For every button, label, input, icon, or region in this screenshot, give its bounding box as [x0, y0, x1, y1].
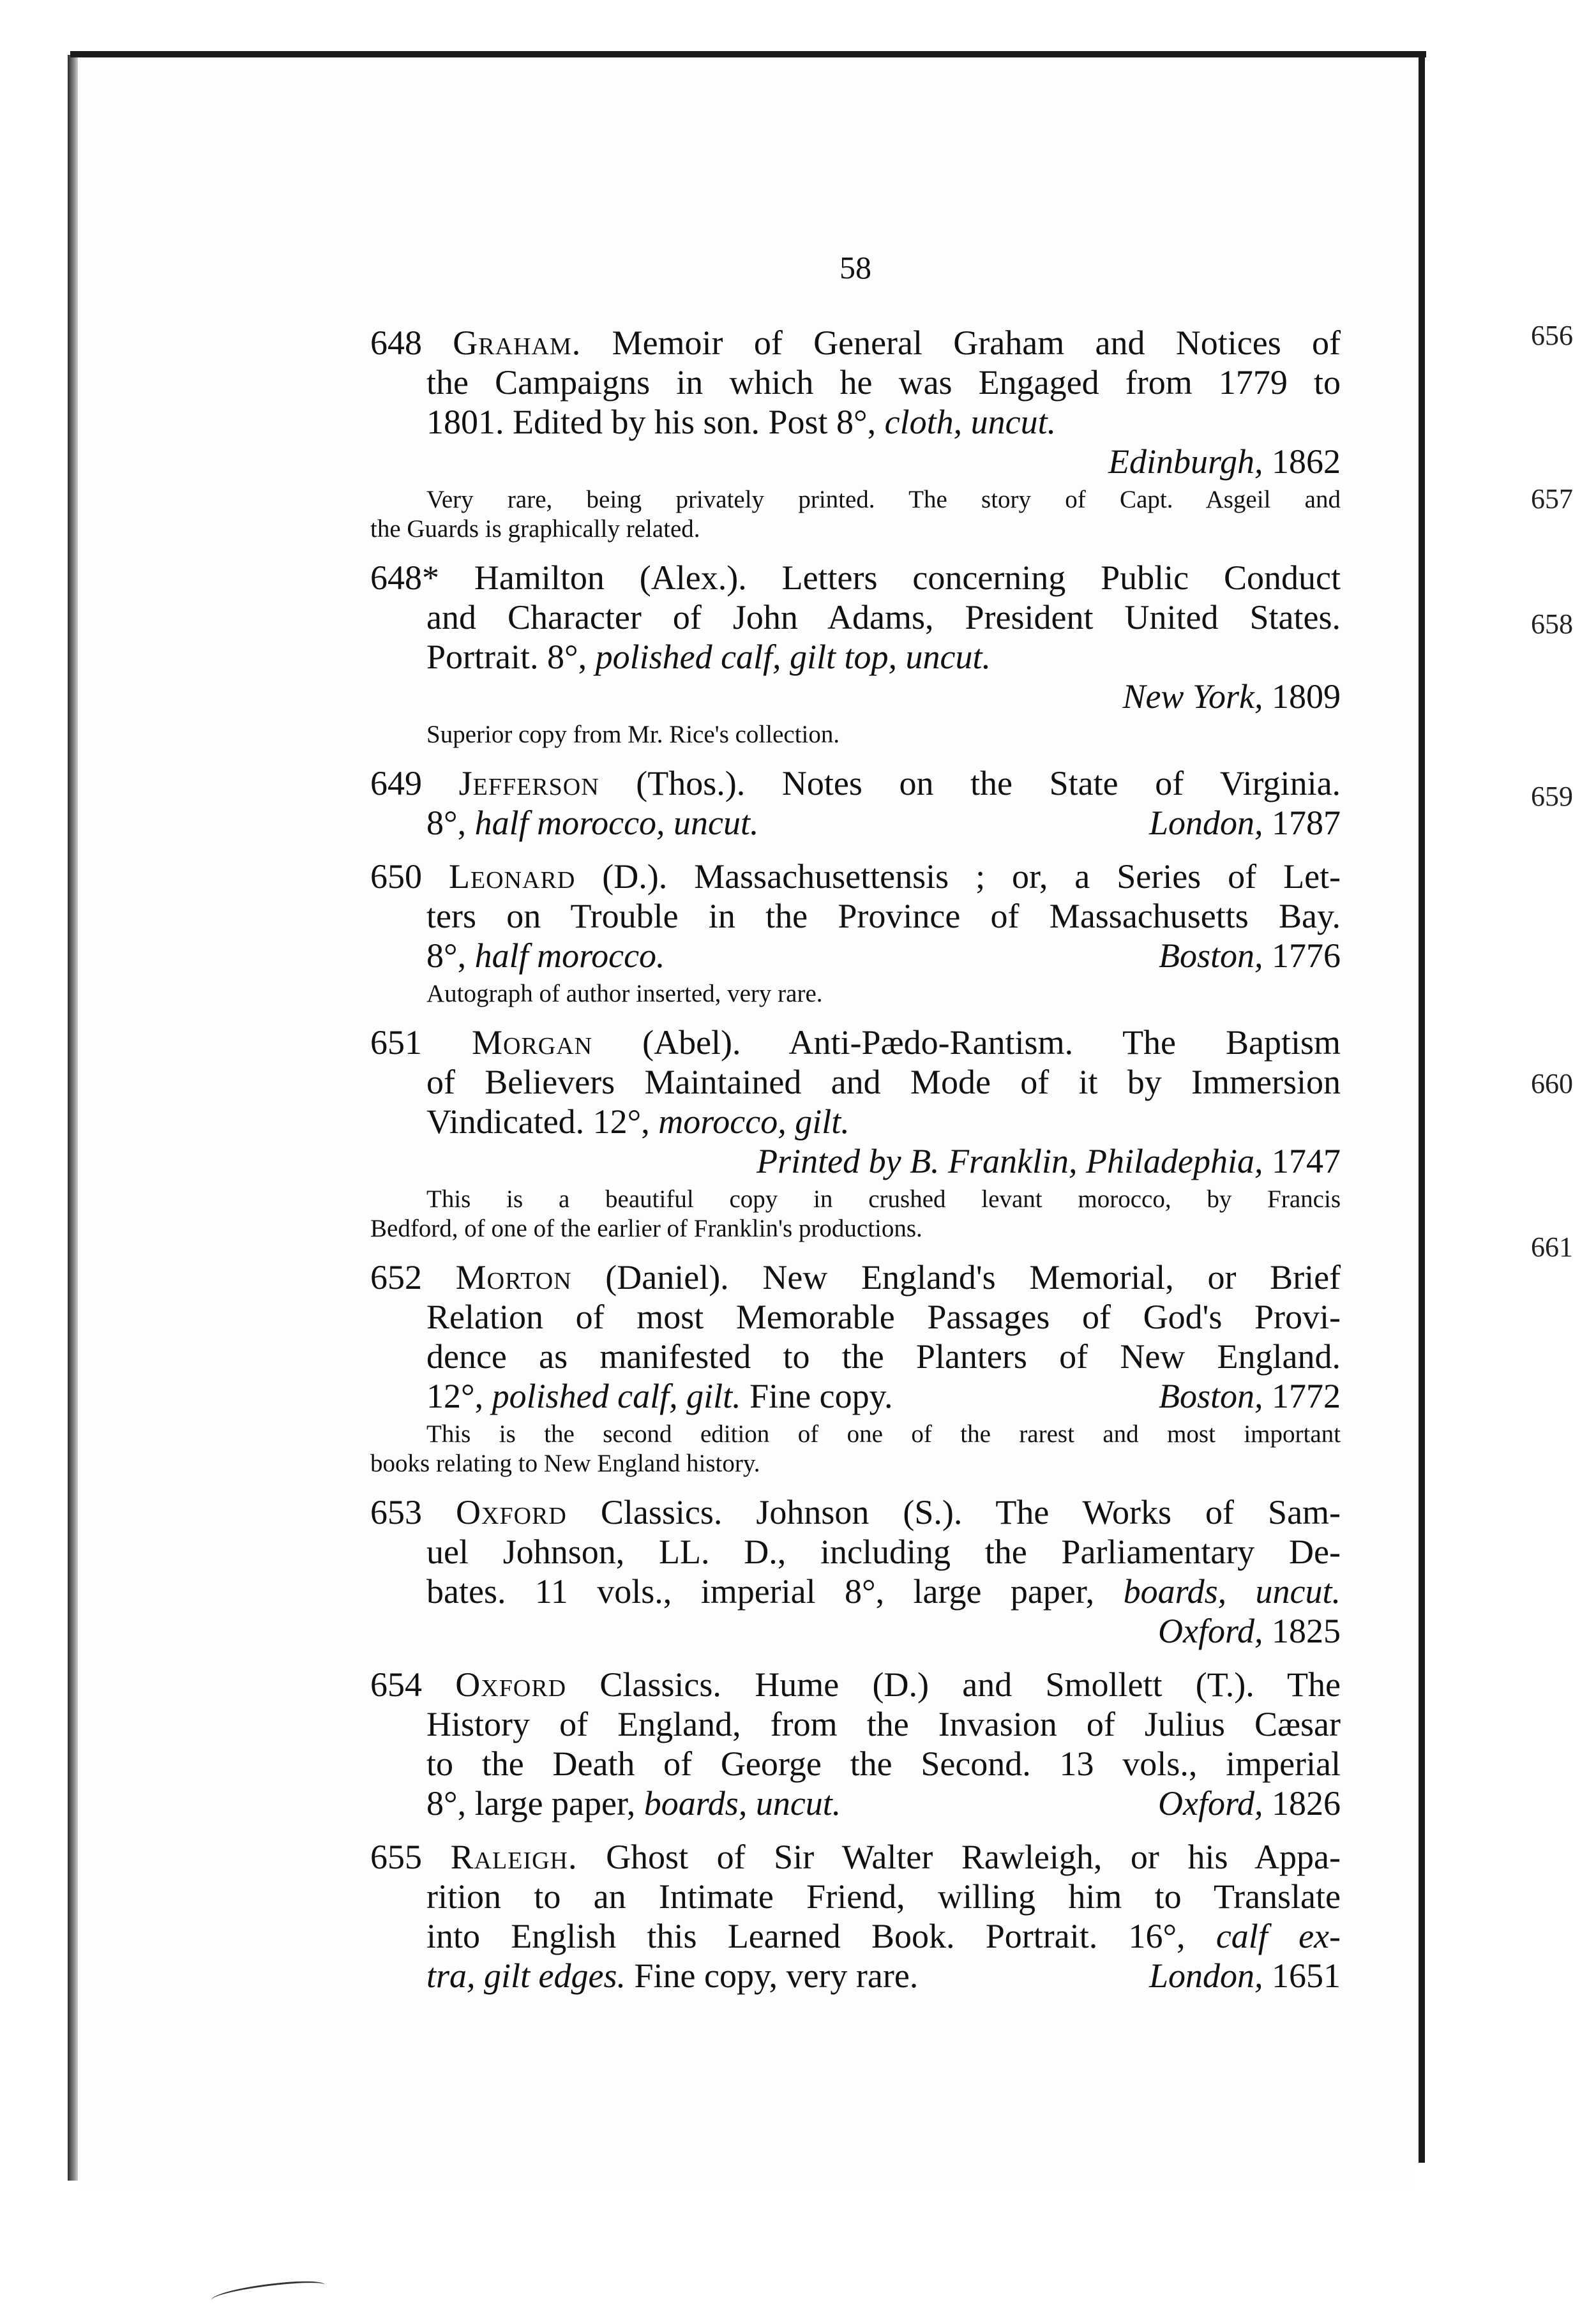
entry-line [370, 1023, 1341, 1062]
entry-binding: polished calf, gilt top, uncut. [595, 638, 991, 676]
entry-author: Jefferson [458, 764, 599, 802]
catalog-entry [370, 763, 1341, 843]
note-line: This is the second edition of one of the rarest and most important [426, 1420, 1341, 1448]
entry-text: Ghost of Sir Walter Rawleigh, or his Appa- [606, 1838, 1341, 1876]
entry-binding: tra, gilt edges. [426, 1957, 626, 1995]
note-line: This is a beautiful copy in crushed levant morocco, by Francis [426, 1185, 1341, 1213]
entry-line: to the Death of George the Second. 13 vols., imperial [426, 1745, 1341, 1783]
adjacent-entry-number: 660 [1531, 1068, 1573, 1099]
entry-line: ters on Trouble in the Province of Massachusetts Bay. [426, 897, 1341, 935]
entry-line: rition to an Intimate Friend, willing him to Translate [426, 1877, 1341, 1916]
entry-imprint [370, 1611, 1341, 1651]
entry-text: 1801. Edited by his son. Post 8°, [426, 403, 877, 441]
entry-condition: Fine copy, very rare. [634, 1957, 919, 1995]
entry-author: Graham. [453, 324, 582, 362]
entry-text: Letters concerning Public Conduct [781, 559, 1341, 597]
page-content [370, 249, 1341, 2010]
entry-number: 655 [370, 1838, 422, 1876]
entry-number: 654 [370, 1665, 422, 1704]
entry-text: Portrait. 8°, [426, 638, 587, 676]
entry-note [370, 485, 1341, 544]
entry-line [370, 1258, 1341, 1297]
entry-line [370, 1376, 1341, 1416]
entry-imprint [370, 1141, 1341, 1181]
entry-author: Oxford [455, 1665, 567, 1704]
catalog-entry [370, 323, 1341, 544]
entry-note [370, 1185, 1341, 1244]
entry-series: Classics. [600, 1493, 723, 1531]
entry-place: London, [1148, 804, 1263, 842]
entry-line [370, 558, 1341, 597]
catalog-entry [370, 1665, 1341, 1823]
entry-imprint [370, 442, 1341, 481]
entry-text: Anti-Pædo-Rantism. The Baptism [788, 1023, 1341, 1062]
entry-author: Hamilton (Alex.). [474, 559, 747, 597]
entry-binding: boards, uncut. [644, 1784, 841, 1822]
entry-line: of Believers Maintained and Mode of it by Immersion [426, 1063, 1341, 1101]
entry-number: 653 [370, 1493, 422, 1531]
entry-year: 1747 [1272, 1142, 1341, 1180]
entry-author: Raleigh. [450, 1838, 578, 1876]
entry-line [370, 1916, 1341, 1956]
entry-note [370, 720, 1341, 749]
entry-binding: boards, uncut. [1123, 1572, 1341, 1611]
entry-line: dence as manifested to the Planters of New England. [426, 1337, 1341, 1376]
entry-text: 8°, large paper, [426, 1784, 636, 1822]
entry-author-initials: (Daniel). [605, 1258, 729, 1296]
entry-binding: half morocco, uncut. [474, 804, 759, 842]
entry-binding: morocco, gilt. [658, 1102, 850, 1141]
adjacent-page [1426, 56, 1596, 2188]
scan-binding-margin [0, 0, 72, 2307]
entry-text: Johnson (S.). The Works of Sam- [756, 1493, 1341, 1531]
entry-line [370, 1572, 1341, 1611]
entry-year: 1825 [1272, 1612, 1341, 1650]
catalog-entry [370, 1023, 1341, 1244]
entry-place: Oxford, [1158, 1784, 1263, 1822]
entry-year: 1809 [1272, 677, 1341, 716]
entry-place: Edinburgh, [1108, 442, 1263, 481]
entry-line [370, 1956, 1341, 1995]
entry-line [370, 936, 1341, 975]
entry-year: 1862 [1272, 442, 1341, 481]
note-line: Superior copy from Mr. Rice's collection. [426, 721, 840, 748]
entry-number: 651 [370, 1023, 422, 1062]
entry-number: 650 [370, 857, 422, 896]
entry-author-initials: (Thos.). [636, 764, 746, 802]
entry-condition: Fine copy. [749, 1377, 893, 1415]
entry-place: New York, [1122, 677, 1263, 716]
entry-line: and Character of John Adams, President United States. [426, 598, 1341, 636]
entry-binding: half morocco. [474, 936, 665, 975]
entry-line [370, 1784, 1341, 1823]
entry-line [370, 857, 1341, 896]
entry-place: Boston, [1158, 936, 1263, 975]
entry-line [370, 402, 1341, 442]
entry-author: Morton [455, 1258, 572, 1296]
entry-line: History of England, from the Invasion of Julius Cæsar [426, 1705, 1341, 1743]
adjacent-entry-number: 658 [1531, 608, 1573, 640]
entry-text: Vindicated. 12°, [426, 1102, 650, 1141]
entry-year: 1826 [1272, 1784, 1341, 1822]
entry-author: Oxford [456, 1493, 567, 1531]
entry-text: Massachusettensis ; or, a Series of Let- [694, 857, 1341, 896]
entry-binding: polished calf, gilt. [492, 1377, 741, 1415]
entry-year: 1787 [1272, 804, 1341, 842]
adjacent-entry-number: 657 [1531, 483, 1573, 515]
entry-imprint [370, 677, 1341, 716]
entry-note [370, 1420, 1341, 1478]
entry-text: bates. 11 vols., imperial 8°, large paper, [426, 1572, 1095, 1611]
entry-line: uel Johnson, LL. D., including the Parliamentary De- [426, 1533, 1341, 1571]
entry-line [370, 637, 1341, 677]
entry-series: Classics. [599, 1665, 721, 1704]
entry-text: Memoir of General Graham and Notices of [612, 324, 1341, 362]
page-top-edge [70, 51, 1426, 57]
entry-text: Hume (D.) and Smollett (T.). The [755, 1665, 1341, 1704]
entry-year: 1651 [1272, 1957, 1341, 1995]
entry-text: Notes on the State of Virginia. [781, 764, 1341, 802]
note-line: Bedford, of one of the earlier of Franklin's productions. [370, 1215, 922, 1242]
page-number: 58 [839, 250, 871, 285]
entry-line: the Campaigns in which he was Engaged from 1779 to [426, 363, 1341, 402]
note-line: books relating to New England history. [370, 1450, 760, 1477]
entry-note [370, 979, 1341, 1009]
adjacent-entry-number: 659 [1531, 781, 1573, 812]
entry-text: 8°, [426, 936, 467, 975]
adjacent-entry-number: 656 [1531, 320, 1573, 351]
entry-author-initials: (Abel). [642, 1023, 741, 1062]
entry-text: New England's Memorial, or Brief [762, 1258, 1341, 1296]
entry-place: Oxford, [1158, 1612, 1263, 1650]
entry-year: 1776 [1272, 936, 1341, 975]
catalog-entry [370, 1492, 1341, 1651]
entry-number: 648 [370, 324, 422, 362]
entry-year: 1772 [1272, 1377, 1341, 1415]
entry-number: 652 [370, 1258, 422, 1296]
note-line: Very rare, being privately printed. The story of Capt. Asgeil and [426, 486, 1341, 513]
catalog-entry [370, 857, 1341, 1009]
entry-place: Boston, [1158, 1377, 1263, 1415]
entry-line [370, 1837, 1341, 1877]
entry-printer: Printed by B. Franklin, Philadephia, [757, 1142, 1263, 1180]
note-line: Autograph of author inserted, very rare. [426, 980, 823, 1007]
entry-line: Relation of most Memorable Passages of God's Provi- [426, 1298, 1341, 1336]
entry-text: into English this Learned Book. Portrait. 16°, [426, 1917, 1186, 1955]
entry-author-initials: (D.). [602, 857, 668, 896]
scan-artifact [210, 2278, 326, 2307]
entry-line [370, 763, 1341, 803]
entry-number: 649 [370, 764, 422, 802]
note-line: the Guards is graphically related. [370, 515, 700, 543]
entry-place: London, [1148, 1957, 1263, 1995]
entry-binding: calf ex- [1216, 1917, 1341, 1955]
entry-binding: cloth, uncut. [884, 403, 1057, 441]
entry-text: 12°, [426, 1377, 484, 1415]
entry-text: 8°, [426, 804, 467, 842]
adjacent-entry-number: 661 [1531, 1231, 1573, 1263]
catalog-entry [370, 1258, 1341, 1478]
entry-number: 648* [370, 559, 439, 597]
catalog-entry [370, 558, 1341, 749]
entry-line [370, 1492, 1341, 1532]
entry-line [370, 1102, 1341, 1141]
catalog-entry [370, 1837, 1341, 1995]
entry-author: Leonard [448, 857, 576, 896]
entry-line [370, 803, 1341, 843]
entry-line [370, 323, 1341, 363]
page-right-edge [1419, 56, 1425, 2163]
entry-author: Morgan [471, 1023, 593, 1062]
entry-line [370, 1665, 1341, 1704]
